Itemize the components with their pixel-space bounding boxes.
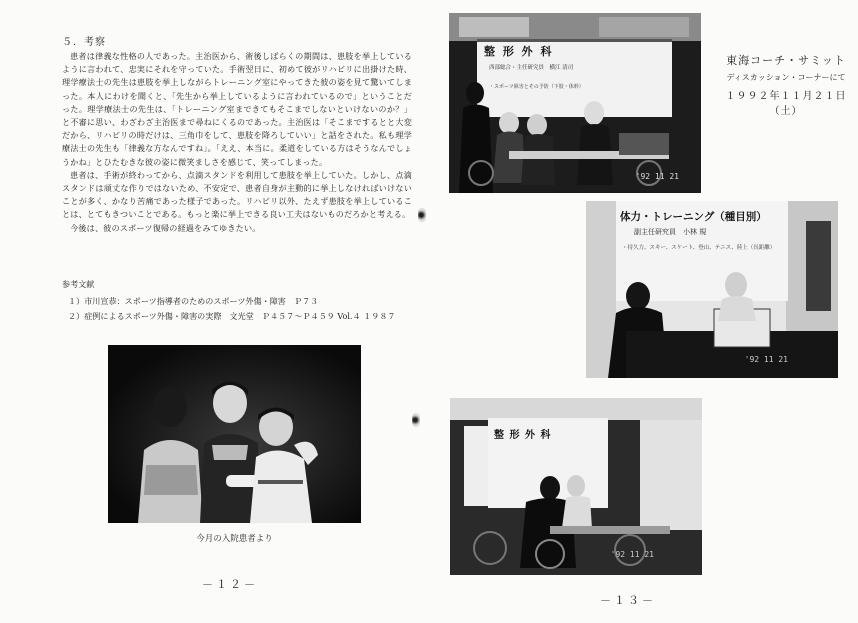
date-stamp: '92 11 21 <box>635 172 679 181</box>
right-page <box>430 0 858 623</box>
paragraph-2: 患者は、手術が終わってから、点滴スタンドを利用して患肢を挙上していた。しかし、点滴スタンドは頑丈な作りではないため、不安定で、患者自身が主動的に挙上しなければいけないことが多く、かなり苦痛であった様子であった。リハビリ以外、たえず患肢を挙上していることは、とてもきついことである。もっと楽に挙上できる良い工夫はないものだろかと考える。 <box>62 169 412 220</box>
section-title: ５．考察 <box>62 37 106 48</box>
event-date: １９９２年１１月２１日（土） <box>725 91 847 117</box>
date-stamp: '92 11 21 <box>610 550 654 559</box>
sign-line: 副主任研究員 小林 規 <box>634 228 707 236</box>
sign-title: 整 形 外 科 <box>494 430 552 441</box>
photo-caption: 今月の入院患者より <box>196 534 273 544</box>
references-title: 参考文献 <box>62 279 95 289</box>
binding-hole <box>412 413 420 427</box>
paragraph-3: 今後は、彼のスポーツ復帰の経過をみてゆきたい。 <box>70 222 261 233</box>
sign-note: ・持久力、スキー、スケート、登山、テニス、陸上（長距離） <box>622 245 776 251</box>
event-title: 東海コーチ・サミット <box>726 54 846 67</box>
discussion-photo-orthopedics <box>449 13 701 193</box>
reference-item: ２）症例によるスポーツ外傷・障害の実際 文光堂 Ｐ４５７～Ｐ４５９ Vol.４ １９８７ <box>68 311 396 321</box>
discussion-body <box>62 50 412 235</box>
sign-title: 体力・トレーニング（種目別） <box>620 211 767 223</box>
patients-photo <box>108 345 361 523</box>
binding-hole <box>418 208 426 222</box>
discussion-photo-venue <box>450 398 702 575</box>
paragraph-1: 患者は律義な性格の人であった。主治医から、術後しばらくの期間は、患肢を挙上しているように言われて、忠実にそれを守っていた。手術翌日に、初めて彼がリハビリに出掛けた時、理学療法士の先生は患肢を挙上しながらトレーニング室にやってきた彼の姿を見て驚いてしまった。本人にわけを聞くと、「先生から挙上しているように言われているので」ということだった。理学療法士の先生は、「トレーニング室まできてもそこまでしないといけないのか？」と不審に思い、わざわざ主治医まで尋ねにくるのであった。主治医は「そこまでするとと大変だから、リハビリの時だけは、三角巾をして、患肢を降ろしていい」と話をされた。私も理学療法士の先生も「律義な方なんですね」。「ええ、本当に。柔道をしている方はそうなんでしょうかね」とひたむきな彼の姿に微笑ましさを感じて、笑ってしまった。 <box>62 51 412 167</box>
sign-note: ・スポーツ障害とその予防（下肢・体幹） <box>489 84 584 90</box>
sign-title: 整 形 外 科 <box>484 45 554 58</box>
event-info <box>716 52 856 117</box>
page-number: －１２－ <box>202 578 258 591</box>
discussion-photo-training <box>586 201 838 378</box>
event-subtitle: ディスカッション・コーナーにて <box>726 73 846 82</box>
page-number: －１３－ <box>600 594 656 607</box>
reference-item: １）市川宣恭：スポーツ指導者のためのスポーツ外傷・障害 Ｐ７３ <box>68 296 319 306</box>
sign-line: 西部総合・主任研究員 横江 清司 <box>489 65 574 71</box>
references-list <box>68 294 418 324</box>
date-stamp: '92 11 21 <box>744 355 788 364</box>
